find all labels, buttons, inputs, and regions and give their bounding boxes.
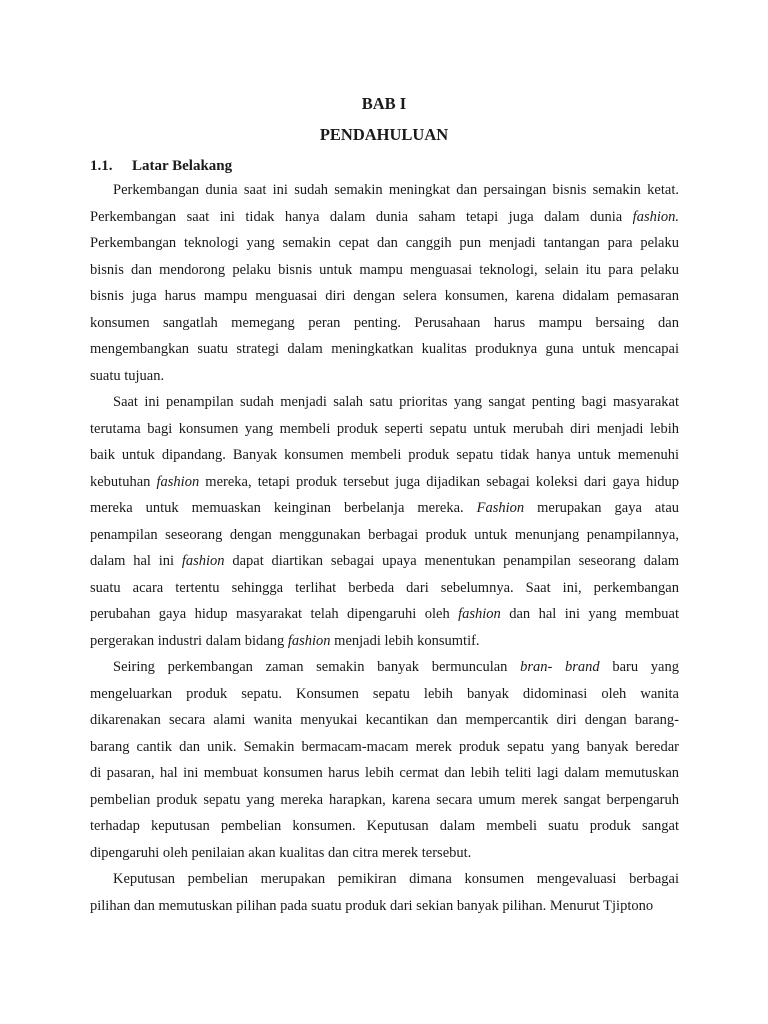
paragraph-line — [90, 896, 679, 916]
text-run: mereka, tetapi produk tersebut juga dijadikan sebagai koleksi dari gaya hidup — [199, 473, 679, 490]
italic-term: fashion — [458, 606, 501, 622]
italic-term: fashion. — [632, 208, 679, 225]
paragraph-line — [90, 604, 679, 624]
text-run: perubahan gaya hidup masyarakat telah dipengaruhi oleh — [90, 606, 459, 622]
paragraph-line — [90, 763, 679, 783]
text-run: penampilan seseorang dengan menggunakan berbagai produk untuk menunjang penampilannya, — [90, 526, 679, 543]
text-run: pergerakan industri dalam bidang — [90, 632, 288, 649]
section-heading — [90, 156, 232, 176]
paragraph-line — [90, 445, 679, 465]
italic-term: fashion — [287, 632, 331, 649]
paragraph-line — [90, 472, 679, 492]
text-run: kebutuhan — [90, 473, 157, 490]
paragraph-line — [90, 525, 679, 545]
text-run: suatu tujuan. — [90, 367, 165, 384]
text-run: dipengaruhi oleh penilaian akan kualitas dan citra merek tersebut. — [90, 844, 472, 861]
paragraph-line — [90, 790, 679, 810]
paragraph-line — [113, 657, 679, 677]
section-title: Latar Belakang — [132, 158, 233, 174]
text-run: dapat diartikan sebagai upaya menentukan penampilan seseorang dalam — [224, 553, 679, 569]
text-run: pembelian produk sepatu yang mereka harapkan, karena secara umum merek sangat berpengaruh — [90, 791, 679, 808]
text-run: menjadi lebih konsumtif. — [330, 632, 480, 649]
paragraph-line — [90, 710, 679, 730]
italic-term: bran- brand — [520, 659, 600, 675]
paragraph-line — [90, 843, 679, 863]
text-run: terutama bagi konsumen yang membeli produk seperti sepatu untuk merubah diri menjadi lebih — [90, 420, 679, 437]
paragraph-line — [90, 366, 679, 386]
paragraph-line — [90, 260, 679, 280]
text-run: merupakan gaya atau — [524, 500, 679, 516]
text-run: Perkembangan saat ini tidak hanya dalam dunia saham tetapi juga dalam dunia — [90, 208, 633, 225]
paragraph-line — [90, 233, 679, 253]
italic-term: Fashion — [476, 500, 525, 516]
text-run: suatu acara tertentu sehingga terlihat berbeda dari sebelumnya. Saat ini, perkembangan — [90, 579, 679, 596]
paragraph-line — [90, 498, 679, 518]
paragraph-line — [90, 286, 679, 306]
text-run: bisnis juga harus mampu menguasai diri dengan selera konsumen, karena didalam pemasaran — [90, 288, 679, 304]
paragraph-line — [90, 631, 679, 651]
paragraph-line — [90, 737, 679, 757]
text-run: konsumen sangatlah memegang peran penting. Perusahaan harus mampu bersaing dan — [90, 314, 679, 331]
paragraph-line — [90, 816, 679, 836]
chapter-title: PENDAHULUAN — [319, 125, 449, 144]
paragraph-line — [113, 180, 679, 200]
paragraph-line — [90, 551, 679, 571]
text-run: bisnis dan mendorong pelaku bisnis untuk mampu menguasai teknologi, selain itu para pelaku — [90, 261, 679, 278]
text-run: dan hal ini yang membuat — [500, 606, 679, 622]
text-run: mereka untuk memuaskan keinginan berbelanja mereka. — [90, 500, 477, 516]
text-run: mengeluarkan produk sepatu. Konsumen sepatu lebih banyak didominasi oleh wanita — [90, 685, 679, 702]
section-number: 1.1. — [90, 158, 113, 174]
paragraph-line — [113, 392, 679, 412]
text-run: Perkembangan teknologi yang semakin cepat dan canggih pun menjadi tantangan para pelaku — [90, 235, 679, 251]
italic-term: fashion — [181, 553, 225, 569]
paragraph-line — [90, 684, 679, 704]
text-run: Perkembangan dunia saat ini sudah semakin meningkat dan persaingan bisnis semakin ketat. — [113, 182, 679, 198]
text-run: pilihan dan memutuskan pilihan pada suatu produk dari sekian banyak pilihan. Menurut Tjiptono — [90, 897, 654, 914]
paragraph-line — [90, 313, 679, 333]
italic-term: fashion — [156, 473, 200, 490]
paragraph-line — [90, 207, 679, 227]
paragraph-line — [90, 339, 679, 359]
paragraph-line — [90, 419, 679, 439]
text-run: Saat ini penampilan sudah menjadi salah satu prioritas yang sangat penting bagi masyarakat — [113, 394, 679, 410]
chapter-number: BAB I — [361, 94, 407, 113]
text-run: dalam hal ini — [90, 553, 182, 569]
text-run: Seiring perkembangan zaman semakin banyak bermunculan — [113, 659, 521, 675]
text-run: di pasaran, hal ini membuat konsumen harus lebih cermat dan lebih teliti lagi dalam memutuskan — [90, 765, 679, 781]
text-run: baru yang — [599, 659, 679, 675]
text-run: barang cantik dan unik. Semakin bermacam-macam merek produk sepatu yang banyak beredar — [90, 738, 679, 755]
text-run: baik untuk dipandang. Banyak konsumen membeli produk sepatu tidak hanya untuk memenuhi — [90, 447, 679, 463]
text-run: dikarenakan secara alami wanita menyukai kecantikan dan mempercantik diri dengan barang- — [90, 712, 679, 728]
text-run: terhadap keputusan pembelian konsumen. Keputusan dalam membeli suatu produk sangat — [90, 818, 679, 834]
paragraph-line — [113, 869, 679, 889]
text-run: Keputusan pembelian merupakan pemikiran dimana konsumen mengevaluasi berbagai — [113, 871, 679, 887]
text-run: mengembangkan suatu strategi dalam meningkatkan kualitas produknya guna untuk mencapai — [90, 341, 679, 357]
paragraph-line — [90, 578, 679, 598]
